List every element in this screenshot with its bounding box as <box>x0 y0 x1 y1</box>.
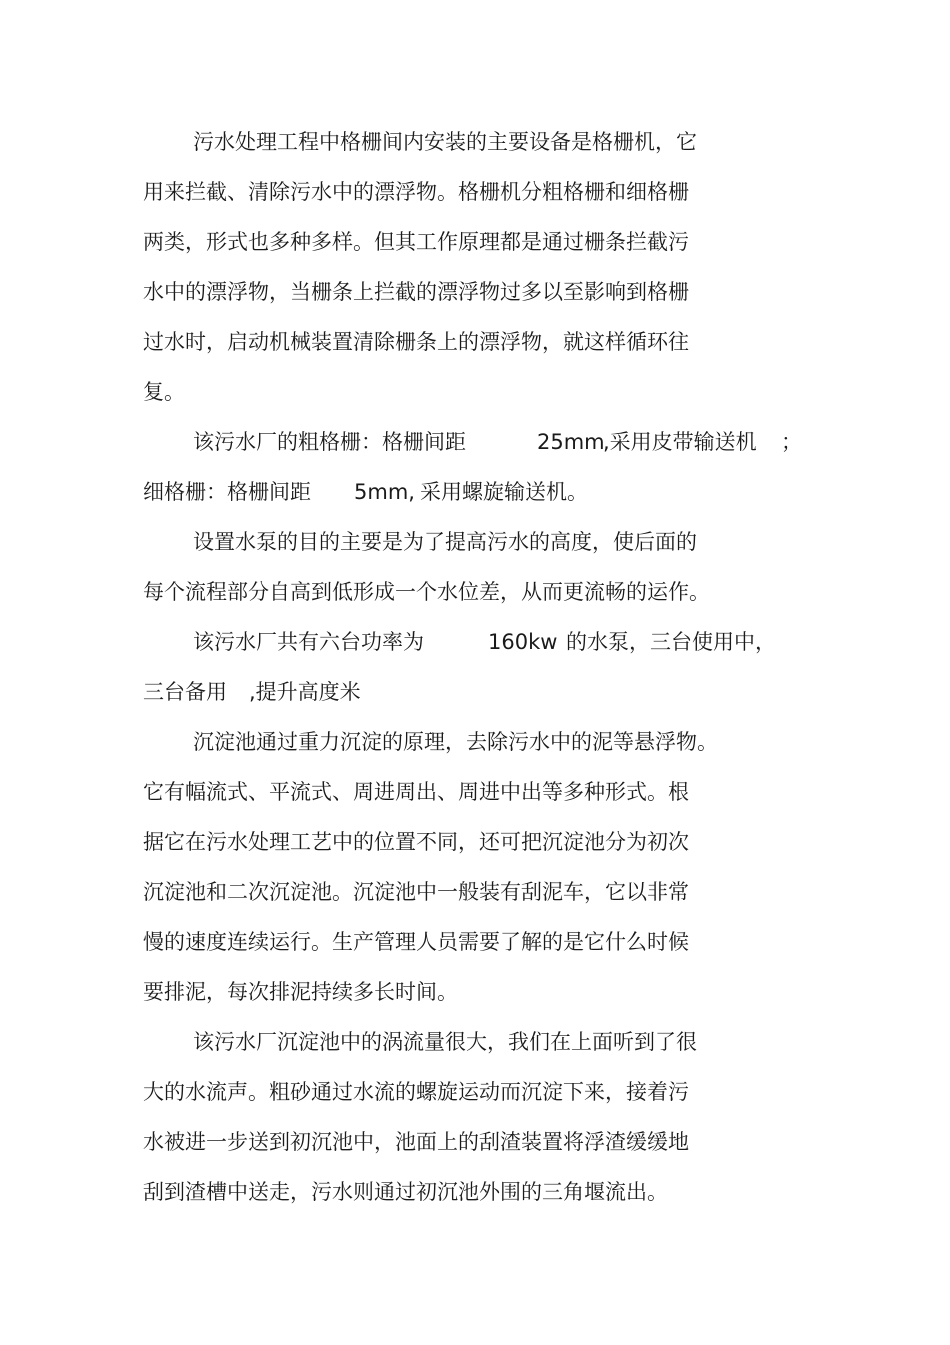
text-segment: 设置水泵的目的主要是为了提高污水的高度，使后面的 <box>193 530 697 554</box>
text-segment: 慢的速度连续运行。生产管理人员需要了解的是它什么时候 <box>143 930 689 954</box>
text-segment: 过水时，启动机械装置清除栅条上的漂浮物，就这样循环往 <box>143 330 689 354</box>
text-segment: 160kw <box>488 630 558 654</box>
text-segment: 该污水厂共有六台功率为 <box>193 630 424 654</box>
text-segment: ,采用皮带输送机 <box>603 430 757 454</box>
text-segment: ； <box>781 430 802 454</box>
text-segment: 复。 <box>143 380 185 404</box>
text-segment: 水中的漂浮物，当栅条上拦截的漂浮物过多以至影响到格栅 <box>143 280 689 304</box>
text-segment: 污水处理工程中格栅间内安装的主要设备是格栅机，它 <box>193 130 697 154</box>
text-segment: ,提升高度米 <box>249 680 361 704</box>
text-segment: 该污水厂的粗格栅：格栅间距 <box>193 430 466 454</box>
text-segment: 三台备用 <box>143 680 227 704</box>
text-segment: 5mm, <box>354 480 415 504</box>
text-segment: 的水泵，三台使用中， <box>566 630 776 654</box>
text-segment: 25mm <box>537 430 605 454</box>
text-segment: 它有幅流式、平流式、周进周出、周进中出等多种形式。根 <box>143 780 689 804</box>
text-segment: 据它在污水处理工艺中的位置不同，还可把沉淀池分为初次 <box>143 830 689 854</box>
text-segment: 两类，形式也多种多样。但其工作原理都是通过栅条拦截污 <box>143 230 689 254</box>
text-segment: 每个流程部分自高到低形成一个水位差，从而更流畅的运作。 <box>143 580 710 604</box>
text-segment: 细格栅：格栅间距 <box>143 480 311 504</box>
text-segment: 沉淀池通过重力沉淀的原理，去除污水中的泥等悬浮物。 <box>193 730 718 754</box>
text-segment: 刮到渣槽中送走，污水则通过初沉池外围的三角堰流出。 <box>143 1180 668 1204</box>
text-segment: 该污水厂沉淀池中的涡流量很大，我们在上面听到了很 <box>193 1030 697 1054</box>
text-segment: 水被进一步送到初沉池中，池面上的刮渣装置将浮渣缓缓地 <box>143 1130 689 1154</box>
text-segment: 用来拦截、清除污水中的漂浮物。格栅机分粗格栅和细格栅 <box>143 180 689 204</box>
text-segment: 大的水流声。粗砂通过水流的螺旋运动而沉淀下来，接着污 <box>143 1080 689 1104</box>
text-segment: 采用螺旋输送机。 <box>420 480 588 504</box>
text-segment: 要排泥，每次排泥持续多长时间。 <box>143 980 458 1004</box>
text-segment: 沉淀池和二次沉淀池。沉淀池中一般装有刮泥车，它以非常 <box>143 880 689 904</box>
